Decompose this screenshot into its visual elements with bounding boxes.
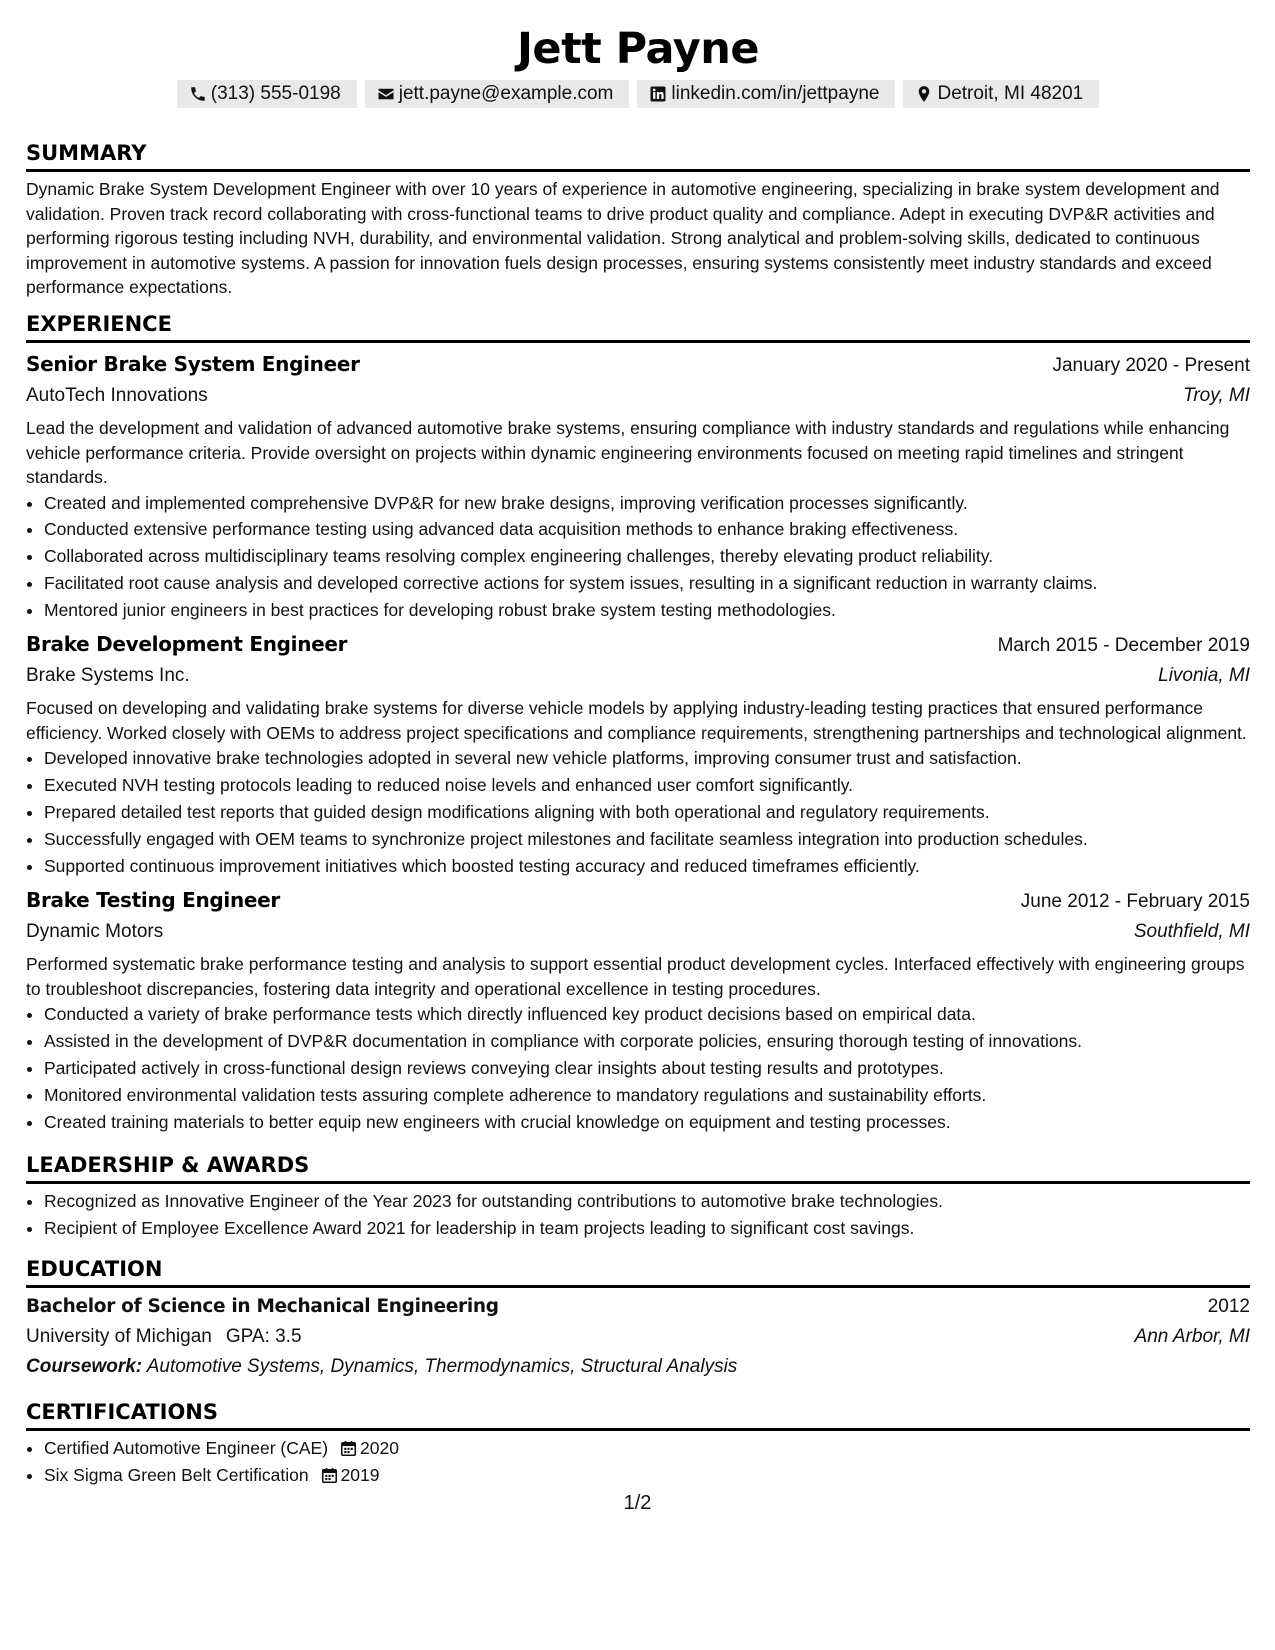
job-description: Focused on developing and validating brake systems for diverse vehicle models by applying industry-leading testing practices that ensured performance efficiency. Worked closely with OEMs to address project specifications and compliance requirements, strengthening partnerships and technological alignment. (26, 698, 1247, 743)
certification-list (26, 1435, 1250, 1489)
certifications-section (26, 1397, 1250, 1489)
summary-text: Dynamic Brake System Development Engineer with over 10 years of experience in automotive engineering, specializing in brake system development and validation. Proven track record collaborating with cross-functional teams to drive product quality and compliance. Adept in executing DVP&R activities and performing rigorous testing including NVH, durability, and environmental validation. Strong analytical and problem-solving skills, dedicated to continuous improvement in automotive systems. A passion for innovation fuels design processes, ensuring systems consistently meet industry standards and exceed performance expectations. (26, 179, 1220, 297)
contact-bar (26, 80, 1250, 108)
certification-name: Six Sigma Green Belt Certification (44, 1464, 309, 1485)
calendar-icon (340, 1440, 357, 1457)
education-year: 2012 (1207, 1296, 1250, 1317)
certification-year: 2019 (340, 1464, 380, 1485)
job-title: Senior Brake System Engineer (26, 352, 360, 376)
job-bullets (26, 1001, 1250, 1135)
list-item (44, 1462, 1250, 1489)
contact-email[interactable] (365, 80, 630, 108)
candidate-name: Jett Payne (516, 24, 760, 74)
job-description: Lead the development and validation of advanced automotive brake systems, ensuring compliance with industry standards and regulations while enhancing vehicle performance criteria. Provide oversight on projects within dynamic engineering environments focused on meeting rapid timelines and stringent standards. (26, 418, 1230, 487)
map-pin-icon (915, 85, 933, 103)
contact-linkedin-text: linkedin.com/in/jettpayne (671, 83, 880, 104)
list-item: • Recognized as Innovative Engineer of the Year 2023 for outstanding contributions to automotive brake technologies. (44, 1188, 1250, 1215)
contact-location-text: Detroit, MI 48201 (937, 83, 1084, 104)
education-gpa: GPA: 3.5 (225, 1326, 302, 1347)
job-company: Brake Systems Inc. (26, 665, 190, 687)
experience-section (26, 309, 1250, 1135)
list-item: • Collaborated across multidisciplinary teams resolving complex engineering challenges, thereby elevating product reliability. (44, 543, 1250, 570)
list-item: • Created training materials to better equip new engineers with crucial knowledge on equipment and testing processes. (44, 1109, 1250, 1136)
list-item: • Monitored environmental validation tests assuring complete adherence to mandatory regulations and sustainability efforts. (44, 1082, 1250, 1109)
education-school: University of Michigan (26, 1326, 212, 1347)
contact-phone-text: (313) 555-0198 (210, 83, 341, 104)
job-entry (26, 885, 1250, 1135)
section-title-experience: EXPERIENCE (26, 309, 1250, 343)
list-item: • Recipient of Employee Excellence Award 2021 for leadership in team projects leading to significant cost savings. (44, 1215, 1250, 1242)
education-location: Ann Arbor, MI (1134, 1326, 1250, 1347)
list-item: • Assisted in the development of DVP&R documentation in compliance with corporate policies, ensuring thorough testing of innovations. (44, 1028, 1250, 1055)
section-title-certifications: CERTIFICATIONS (26, 1397, 1250, 1431)
section-title-education: EDUCATION (26, 1254, 1250, 1288)
contact-location (903, 80, 1099, 108)
list-item: • Prepared detailed test reports that guided design modifications aligning with both operational and regulatory requirements. (44, 799, 1250, 826)
job-bullets (26, 490, 1250, 624)
envelope-icon (377, 85, 395, 103)
coursework-list: Automotive Systems, Dynamics, Thermodynamics, Structural Analysis (146, 1356, 738, 1377)
list-item: • Developed innovative brake technologies adopted in several new vehicle platforms, improving consumer trust and satisfaction. (44, 745, 1250, 772)
job-location: Troy, MI (1183, 385, 1250, 406)
leadership-bullets (26, 1188, 1250, 1242)
calendar-icon (321, 1467, 338, 1484)
list-item: • Successfully engaged with OEM teams to synchronize project milestones and facilitate seamless integration into production schedules. (44, 826, 1250, 853)
list-item (44, 1435, 1250, 1462)
list-item: • Facilitated root cause analysis and developed corrective actions for system issues, resulting in a significant reduction in warranty claims. (44, 570, 1250, 597)
list-item: • Conducted a variety of brake performance tests which directly influenced key product decisions based on empirical data. (44, 1001, 1250, 1028)
job-location: Livonia, MI (1158, 665, 1250, 687)
contact-email-text: jett.payne@example.com (398, 83, 614, 104)
coursework-label: Coursework: (26, 1356, 143, 1377)
job-entry (26, 629, 1250, 879)
phone-icon (189, 85, 207, 103)
section-title-leadership: LEADERSHIP & AWARDS (26, 1150, 1250, 1184)
job-date: March 2015 - December 2019 (997, 635, 1250, 657)
list-item: • Mentored junior engineers in best practices for developing robust brake system testing methodologies. (44, 597, 1250, 624)
job-company: Dynamic Motors (26, 921, 164, 943)
job-date: June 2012 - February 2015 (1020, 891, 1250, 913)
job-description: Performed systematic brake performance testing and analysis to support essential product development cycles. Interfaced effectively with engineering groups to troubleshoot discrepancies, fostering data integrity and operational excellence in testing procedures. (26, 954, 1245, 999)
certification-name: Certified Automotive Engineer (CAE) (44, 1438, 329, 1458)
job-location: Southfield, MI (1133, 921, 1250, 943)
section-title-summary: SUMMARY (26, 138, 1250, 172)
list-item: • Participated actively in cross-functional design reviews conveying clear insights about testing results and prototypes. (44, 1055, 1250, 1082)
job-title: Brake Testing Engineer (26, 888, 280, 913)
summary-section (26, 138, 1250, 300)
job-entry (26, 349, 1250, 623)
education-degree: Bachelor of Science in Mechanical Engineering (26, 1296, 499, 1317)
list-item: • Executed NVH testing protocols leading to reduced noise levels and enhanced user comfort significantly. (44, 772, 1250, 799)
education-section (26, 1254, 1250, 1382)
job-date: January 2020 - Present (1052, 355, 1250, 376)
certification-year: 2020 (360, 1438, 399, 1458)
linkedin-icon (649, 85, 667, 103)
list-item: • Created and implemented comprehensive DVP&R for new brake designs, improving verification processes significantly. (44, 490, 1250, 517)
job-title: Brake Development Engineer (26, 632, 348, 657)
resume-content (26, 0, 1250, 1485)
list-item: • Conducted extensive performance testing using advanced data acquisition methods to enhance braking effectiveness. (44, 516, 1250, 543)
leadership-section (26, 1150, 1250, 1242)
contact-phone[interactable] (177, 80, 357, 108)
contact-linkedin[interactable] (637, 80, 895, 108)
list-item: • Supported continuous improvement initiatives which boosted testing accuracy and reduced timeframes efficiently. (44, 853, 1250, 880)
page-number: 1/2 (623, 1492, 652, 1514)
education-coursework (26, 1352, 1250, 1382)
job-bullets (26, 745, 1250, 879)
job-company: AutoTech Innovations (26, 385, 208, 406)
